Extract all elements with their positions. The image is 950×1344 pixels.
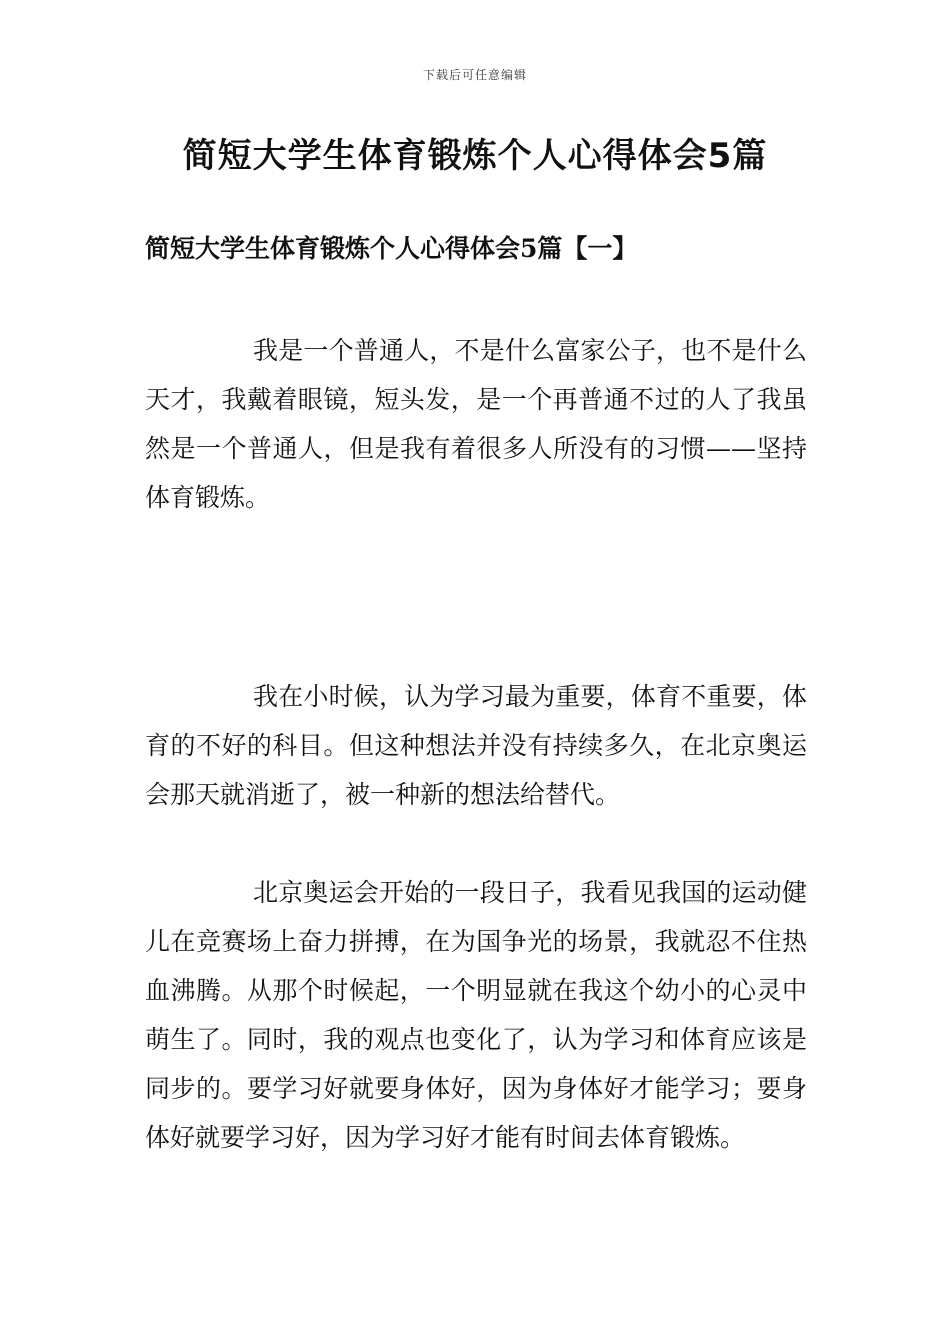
paragraph-1: 我是一个普通人，不是什么富家公子，也不是什么天才，我戴着眼镜，短头发，是一个再普通不过的人了我虽然是一个普通人，但是我有着很多人所没有的习惯——坚持体育锻炼。 xyxy=(145,336,807,512)
section-heading: 简短大学生体育锻炼个人心得体会5篇【一】 xyxy=(145,234,638,263)
document-title: 简短大学生体育锻炼个人心得体会5篇 xyxy=(182,136,768,176)
header-note: 下载后可任意编辑 xyxy=(422,68,527,82)
paragraph-2: 我在小时候，认为学习最为重要，体育不重要，体育的不好的科目。但这种想法并没有持续多久，在北京奥运会那天就消逝了，被一种新的想法给替代。 xyxy=(145,682,807,809)
paragraph-3: 北京奥运会开始的一段日子，我看见我国的运动健儿在竞赛场上奋力拼搏，在为国争光的场景，我就忍不住热血沸腾。从那个时候起，一个明显就在我这个幼小的心灵中萌生了。同时，我的观点也变化了，认为学习和体育应该是同步的。要学习好就要身体好，因为身体好才能学习；要身体好就要学习好，因为学习好才能有时间去体育锻炼。 xyxy=(145,878,807,1152)
